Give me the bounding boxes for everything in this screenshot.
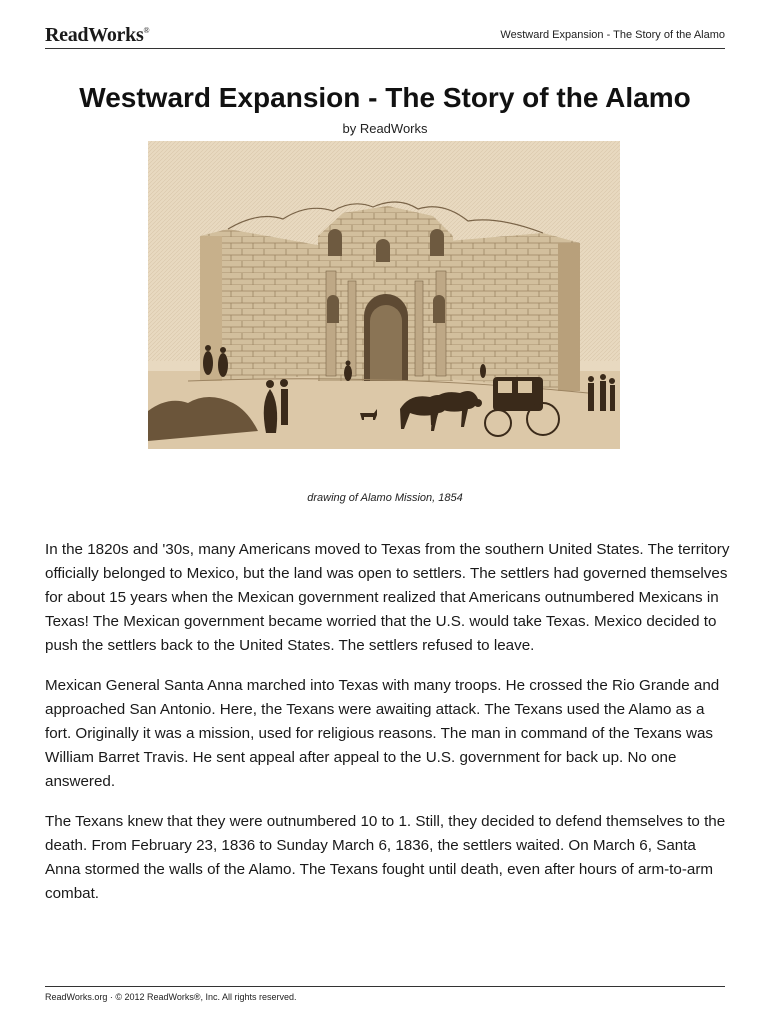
article-title: Westward Expansion - The Story of the Alamo	[79, 82, 691, 113]
footer-copyright: ReadWorks.org · © 2012 ReadWorks®, Inc. All rights reserved.	[45, 992, 297, 1002]
paragraph: The Texans knew that they were outnumbered 10 to 1. Still, they decided to defend themselves to the death. From February 23, 1836 to Sunday March 6, 1836, the settlers waited. On March 6, Santa Anna stormed the walls of the Alamo. The Texans fought until death, even after hours of arm-to-arm combat.	[45, 813, 726, 902]
alamo-mission-drawing	[148, 141, 620, 449]
figure-caption: drawing of Alamo Mission, 1854	[307, 492, 463, 504]
paragraph: In the 1820s and '30s, many Americans moved to Texas from the southern United States. The territory officially belonged to Mexico, but the land was open to settlers. The settlers had governed themselves for about 15 years when the Mexican government realized that Americans outnumbered Mexicans in Texas! The Mexican government became worried that the U.S. would take Texas. Mexico decided to push the settlers back to the United States. The settlers refused to leave.	[45, 541, 730, 654]
paragraph: Mexican General Santa Anna marched into Texas with many troops. He crossed the Rio Grande and approached San Antonio. Here, the Texans were awaiting attack. The Texans used the Alamo as a fort. Originally it was a mission, used for religious reasons. The man in command of the Texans was William Barret Travis. He sent appeal after appeal to the U.S. government for back up. No one answered.	[45, 677, 720, 790]
running-header-title: Westward Expansion - The Story of the Alamo	[500, 29, 725, 41]
article-body	[45, 538, 730, 922]
logo-registered-mark: ®	[143, 26, 150, 35]
readworks-logo	[45, 24, 149, 47]
logo-text: ReadWorks	[45, 24, 144, 46]
footer-divider	[45, 986, 725, 987]
header-divider	[45, 48, 725, 49]
article-byline: by ReadWorks	[342, 121, 428, 136]
